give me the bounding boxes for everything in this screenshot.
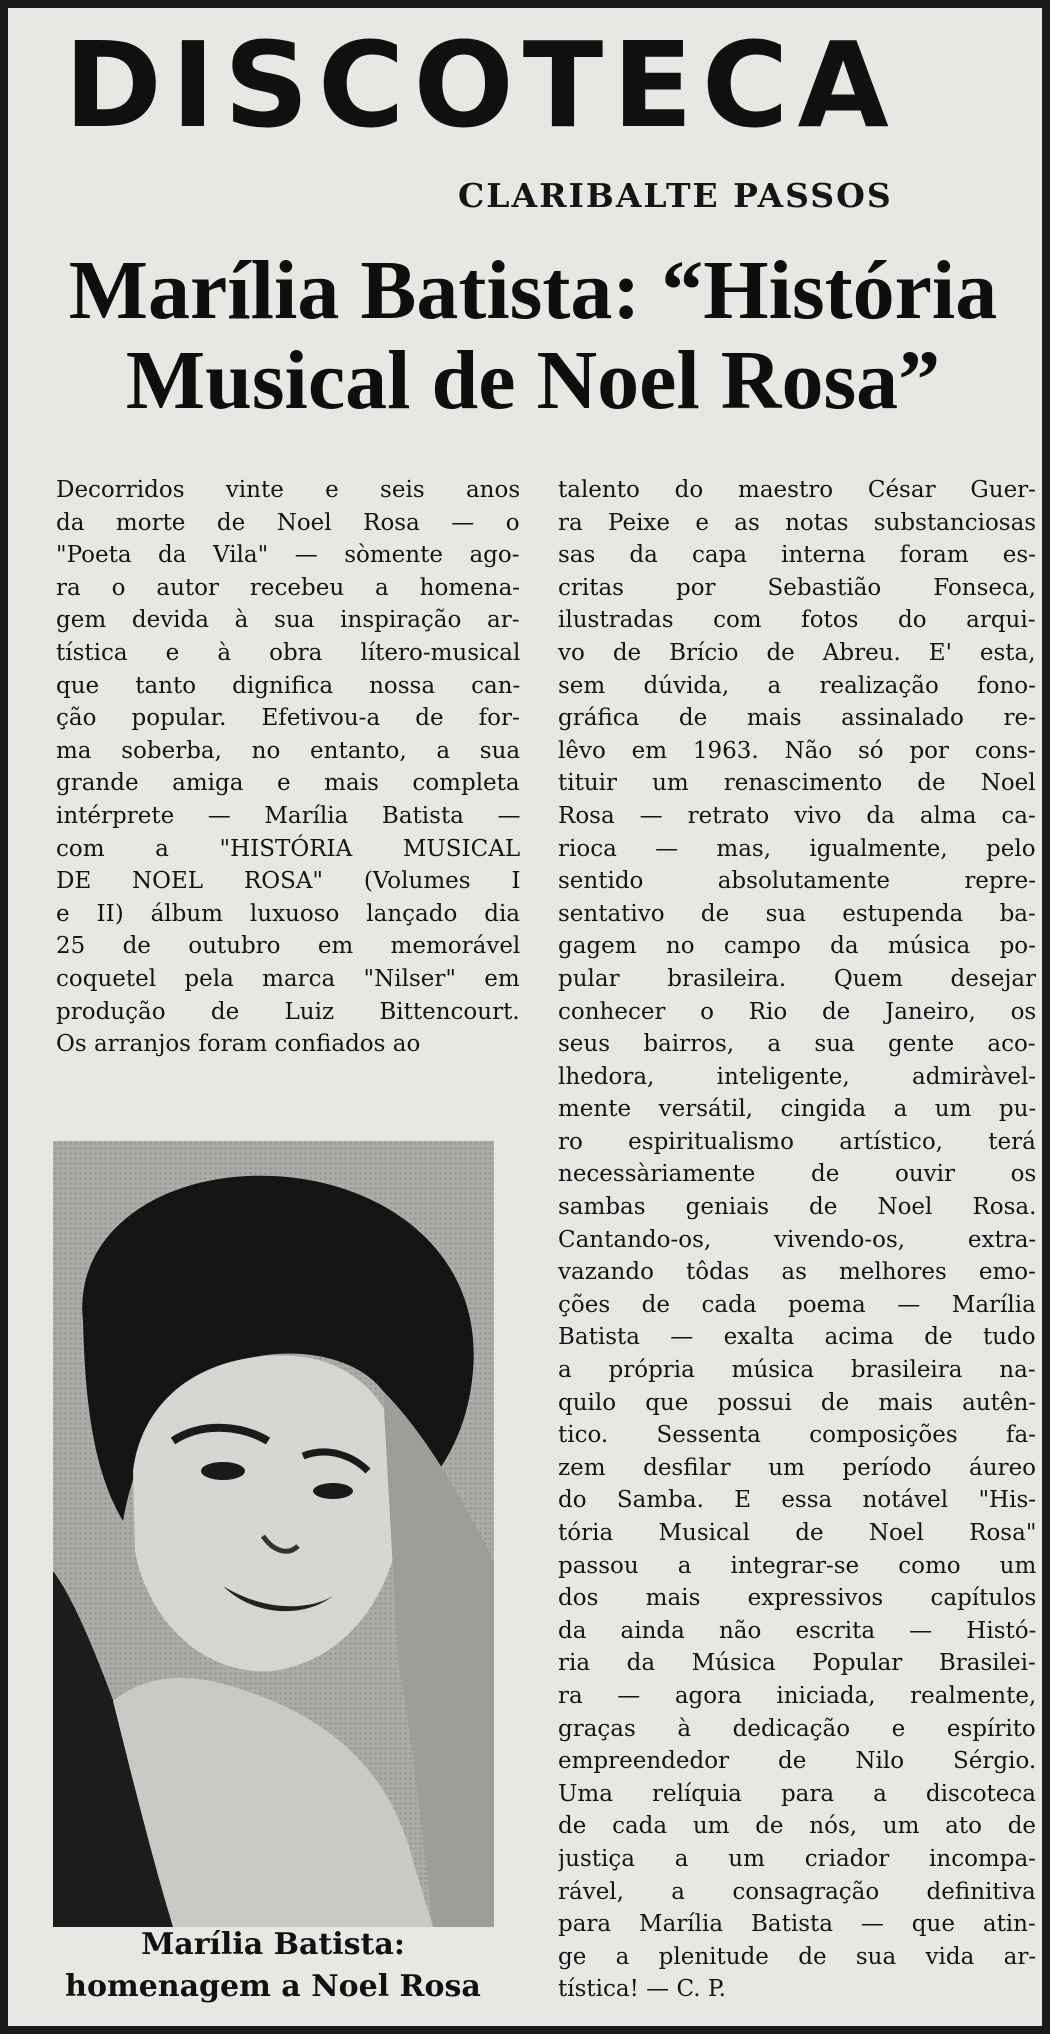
article-line: coquetel pela marca "Nilser" em bbox=[56, 965, 520, 992]
article-line: critas por Sebastião Fonseca, bbox=[558, 574, 1036, 601]
article-line: sas da capa interna foram es- bbox=[558, 542, 1036, 569]
caption-line-1: Marília Batista: bbox=[141, 1927, 405, 1962]
article-line: ro espiritualismo artístico, terá bbox=[558, 1128, 1036, 1155]
byline: CLARIBALTE PASSOS bbox=[458, 176, 893, 215]
article-line: da ainda não escrita — Histó- bbox=[558, 1617, 1036, 1644]
article-line: graças à dedicação e espírito bbox=[558, 1715, 1036, 1742]
article-line: do Samba. E essa notável "His- bbox=[558, 1487, 1036, 1514]
article-line: intérprete — Marília Batista — bbox=[56, 802, 520, 829]
article-line: tória Musical de Noel Rosa" bbox=[558, 1520, 1036, 1546]
article-line: sentativo de sua estupenda ba- bbox=[558, 900, 1036, 927]
article-line: ra — agora iniciada, realmente, bbox=[558, 1682, 1036, 1709]
headline-line-1: Marília Batista: “História bbox=[68, 244, 998, 337]
article-line: sentido absolutamente repre- bbox=[558, 868, 1036, 895]
article-line: conhecer o Rio de Janeiro, os bbox=[558, 998, 1036, 1025]
article-line: sem dúvida, a realização fono- bbox=[558, 672, 1036, 699]
article-line: Os arranjos foram confiados ao bbox=[56, 1031, 421, 1058]
article-line: ra Peixe e as notas substanciosas bbox=[558, 509, 1036, 536]
article-line: sambas geniais de Noel Rosa. bbox=[558, 1194, 1036, 1221]
article-line: ilustradas com fotos do arqui- bbox=[558, 607, 1036, 634]
article-line: tística e à obra lítero-musical bbox=[56, 639, 520, 666]
article-line: talento do maestro César Guer- bbox=[558, 477, 1036, 503]
article-line: para Marília Batista — que atin- bbox=[558, 1911, 1036, 1938]
article-line: grande amiga e mais completa bbox=[56, 770, 520, 797]
article-line: 25 de outubro em memorável bbox=[56, 933, 520, 960]
article-line: tística! — C. P. bbox=[558, 1976, 726, 2003]
caption-line-2: homenagem a Noel Rosa bbox=[65, 1969, 481, 2004]
article-line: ge a plenitude de sua vida ar- bbox=[558, 1943, 1036, 1970]
article-line: quilo que possui de mais autên- bbox=[558, 1389, 1036, 1416]
article-line: que tanto dignifica nossa can- bbox=[56, 672, 520, 699]
article-line: DE NOEL ROSA" (Volumes I bbox=[56, 868, 520, 895]
article-line: ção popular. Efetivou-a de for- bbox=[56, 705, 520, 732]
article-line: necessàriamente de ouvir os bbox=[558, 1161, 1036, 1188]
article-line: gráfica de mais assinalado re- bbox=[558, 705, 1036, 732]
article-line: seus bairros, a sua gente aco- bbox=[558, 1031, 1036, 1058]
headline bbox=[28, 246, 1038, 426]
article-line: tico. Sessenta composições fa- bbox=[558, 1422, 1036, 1449]
headline-line-2: Musical de Noel Rosa” bbox=[125, 334, 941, 427]
article-line: dos mais expressivos capítulos bbox=[558, 1585, 1036, 1612]
portrait-photo bbox=[53, 1141, 494, 1927]
article-line: justiça a um criador incompa- bbox=[558, 1845, 1036, 1872]
article-line: Decorridos vinte e seis anos bbox=[56, 477, 520, 503]
article-line: gagem no campo da música po- bbox=[558, 933, 1036, 960]
article-line: Cantando-os, vivendo-os, extra- bbox=[558, 1226, 1036, 1253]
article-line: e II) álbum luxuoso lançado dia bbox=[56, 900, 520, 927]
article-line: com a "HISTÓRIA MUSICAL bbox=[56, 835, 520, 862]
article-line: rável, a consagração definitiva bbox=[558, 1878, 1036, 1905]
photo-caption bbox=[28, 1924, 518, 2008]
article-line: ria da Música Popular Brasilei- bbox=[558, 1650, 1036, 1677]
article-line: lhedora, inteligente, admiràvel- bbox=[558, 1063, 1036, 1090]
article-line: de cada um de nós, um ato de bbox=[558, 1813, 1036, 1840]
article-line: rioca — mas, igualmente, pelo bbox=[558, 835, 1036, 862]
portrait-illustration bbox=[53, 1141, 494, 1927]
article-line: Uma relíquia para a discoteca bbox=[558, 1780, 1036, 1807]
article-line: mente versátil, cingida a um pu- bbox=[558, 1096, 1036, 1123]
article-column-left bbox=[56, 474, 520, 1061]
article-line: Batista — exalta acima de tudo bbox=[558, 1324, 1036, 1351]
article-line: passou a integrar-se como um bbox=[558, 1552, 1036, 1579]
article-line: empreendedor de Nilo Sérgio. bbox=[558, 1748, 1036, 1775]
article-line: "Poeta da Vila" — sòmente ago- bbox=[56, 542, 520, 569]
article-line: tituir um renascimento de Noel bbox=[558, 770, 1036, 797]
column-title: DISCOTECA bbox=[64, 16, 898, 154]
article-line: zem desfilar um período áureo bbox=[558, 1454, 1036, 1481]
article-column-right bbox=[558, 474, 1036, 2006]
article-line: ções de cada poema — Marília bbox=[558, 1291, 1036, 1318]
article-line: a própria música brasileira na- bbox=[558, 1357, 1036, 1384]
article-line: vo de Brício de Abreu. E' esta, bbox=[558, 639, 1036, 666]
article-line: produção de Luiz Bittencourt. bbox=[56, 998, 520, 1025]
article-line: ra o autor recebeu a homena- bbox=[56, 574, 520, 601]
article-line: ma soberba, no entanto, a sua bbox=[56, 737, 520, 764]
article-line: pular brasileira. Quem desejar bbox=[558, 965, 1036, 992]
article-line: lêvo em 1963. Não só por cons- bbox=[558, 737, 1036, 764]
article-line: da morte de Noel Rosa — o bbox=[56, 509, 520, 536]
article-line: vazando tôdas as melhores emo- bbox=[558, 1259, 1036, 1286]
article-line: gem devida à sua inspiração ar- bbox=[56, 607, 520, 634]
article-line: Rosa — retrato vivo da alma ca- bbox=[558, 802, 1036, 829]
